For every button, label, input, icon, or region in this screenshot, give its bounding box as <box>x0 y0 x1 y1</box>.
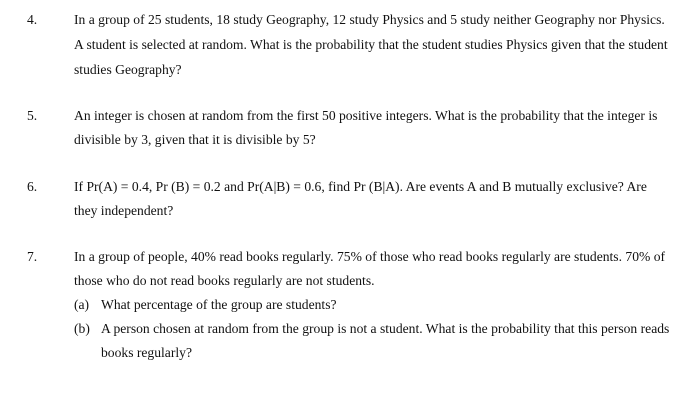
question-text-line: A student is selected at random. What is the probability that the student studies Physics given that the student <box>74 37 668 52</box>
sub-question-text-b: books regularly? <box>101 345 192 360</box>
question-text-line: divisible by 3, given that it is divisible by 5? <box>74 132 316 147</box>
question-number: 7. <box>27 249 38 264</box>
sub-question-label-a: (a) <box>74 297 90 312</box>
question-number: 4. <box>27 12 38 27</box>
question-text-line: In a group of 25 students, 18 study Geography, 12 study Physics and 5 study neither Geography nor Physics. <box>74 12 665 27</box>
question-number: 6. <box>27 179 38 194</box>
question-text-line: In a group of people, 40% read books regularly. 75% of those who read books regularly are students. 70% of <box>74 249 666 264</box>
question-text-line: If Pr(A) = 0.4, Pr (B) = 0.2 and Pr(A|B) = 0.6, find Pr (B|A). Are events A and B mutually exclusive? Are <box>74 179 647 194</box>
question-text-line: An integer is chosen at random from the first 50 positive integers. What is the probability that the integer is <box>74 108 658 123</box>
sub-question-text-a: What percentage of the group are students? <box>101 297 337 312</box>
question-text-line: they independent? <box>74 203 174 218</box>
question-text-line: those who do not read books regularly are not students. <box>74 273 375 288</box>
sub-question-label-b: (b) <box>74 321 90 336</box>
sub-question-text-b: A person chosen at random from the group is not a student. What is the probability that this person reads <box>101 321 670 336</box>
question-text-line: studies Geography? <box>74 62 182 77</box>
question-number: 5. <box>27 108 38 123</box>
